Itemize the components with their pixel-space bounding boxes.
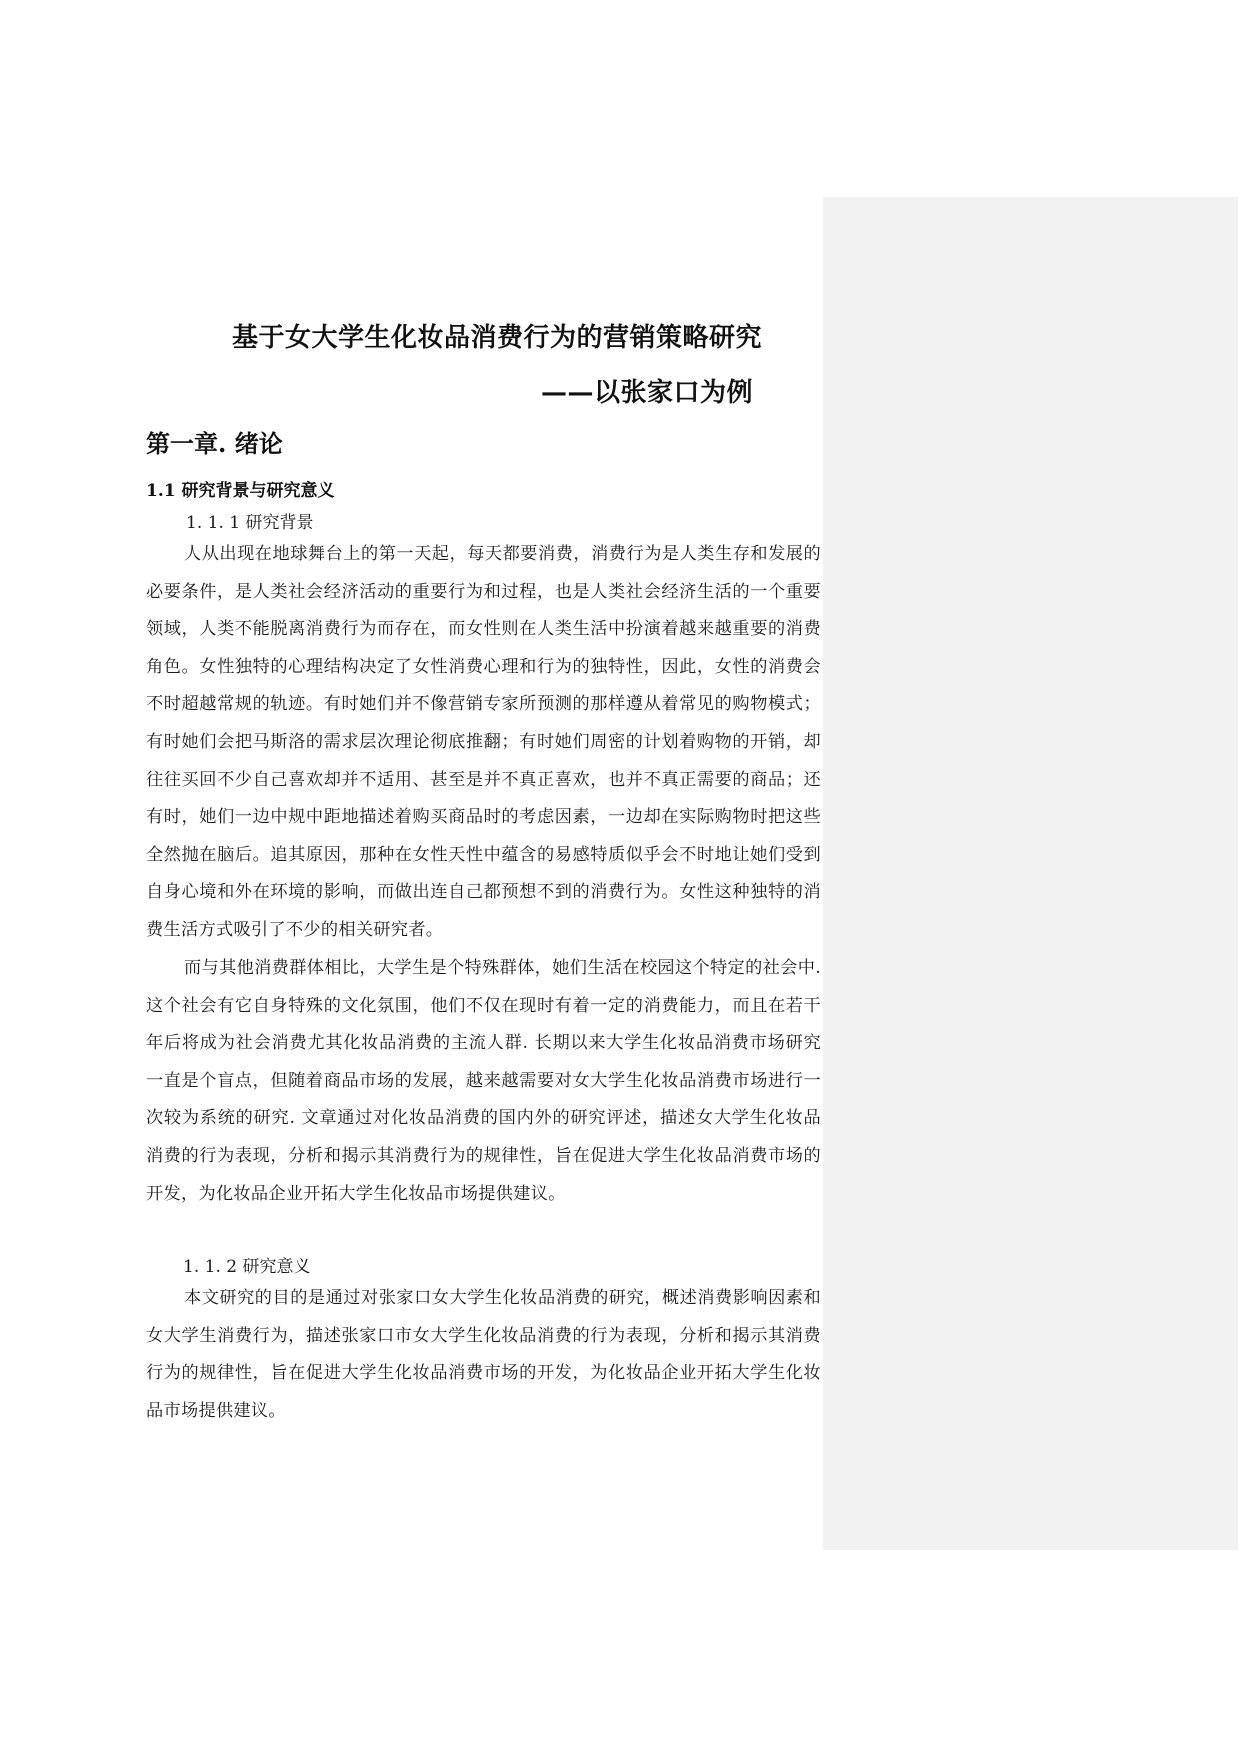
body-paragraph-1: 人从出现在地球舞台上的第一天起，每天都要消费，消费行为是人类生存和发展的必要条件，是人类社会经济活动的重要行为和过程，也是人类社会经济生活的一个重要领域，人类不能脱离消费行为而存在，而女性则在人类生活中扮演着越来越重要的消费角色。女性独特的心理结构决定了女性消费心理和行为的独特性，因此，女性的消费会不时超越常规的轨迹。有时她们并不像营销专家所预测的那样遵从着常见的购物模式；有时她们会把马斯洛的需求层次理论彻底推翻；有时她们周密的计划着购物的开销，却往往买回不少自己喜欢却并不适用、甚至是并不真正喜欢，也并不真正需要的商品；还有时，她们一边中规中距地描述着购买商品时的考虑因素，一边却在实际购物时把这些全然抛在脑后。追其原因，那种在女性天性中蕴含的易感特质似乎会不时地让她们受到自身心境和外在环境的影响，而做出连自己都预想不到的消费行为。女性这种独特的消费生活方式吸引了不少的相关研究者。 <box>146 544 821 940</box>
section-heading: 1.1 研究背景与研究意义 <box>146 481 335 501</box>
body-paragraph-2: 而与其他消费群体相比，大学生是个特殊群体，她们生活在校园这个特定的社会中. 这个社会有它自身特殊的文化氛围，他们不仅在现时有着一定的消费能力，而且在若干年后将成为社会消费尤其化妆品消费的主流人群. 长期以来大学生化妆品消费市场研究一直是个盲点，但随着商品市场的发展，越来越需要对女大学生化妆品消费市场进行一次较为系统的研究. 文章通过对化妆品消费的国内外的研究评述，描述女大学生化妆品消费的行为表现，分析和揭示其消费行为的规律性，旨在促进大学生化妆品消费市场的开发，为化妆品企业开拓大学生化妆品市场提供建议。 <box>146 958 821 1204</box>
chapter-heading: 第一章. 绪论 <box>146 429 283 458</box>
document-title: 基于女大学生化妆品消费行为的营销策略研究 <box>232 323 763 353</box>
subsection-heading-significance: 1. 1. 2 研究意义 <box>183 1257 311 1277</box>
subsection-heading-background: 1. 1. 1 研究背景 <box>186 513 314 533</box>
document-subtitle: ——以张家口为例 <box>541 378 754 408</box>
body-paragraph-3: 本文研究的目的是通过对张家口女大学生化妆品消费的研究，概述消费影响因素和女大学生消费行为，描述张家口市女大学生化妆品消费的行为表现，分析和揭示其消费行为的规律性，旨在促进大学生化妆品消费市场的开发，为化妆品企业开拓大学生化妆品市场提供建议。 <box>146 1288 821 1421</box>
comment-margin-pane <box>823 197 1238 1550</box>
